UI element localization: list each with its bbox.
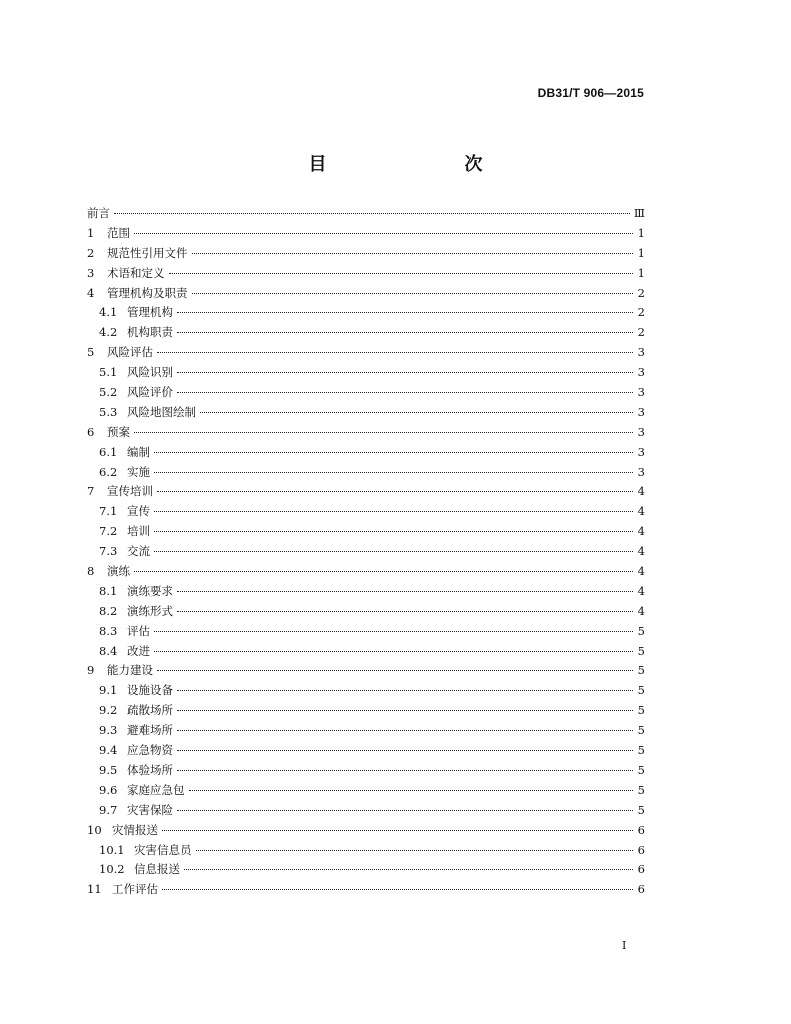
dot-leader (154, 651, 633, 652)
toc-subentry[interactable] (87, 802, 645, 822)
toc-entry-page: 4 (637, 544, 645, 559)
toc-entry-number: 9 (87, 663, 95, 678)
toc-entry-title: 交流 (127, 544, 150, 559)
toc-entry-page: 5 (637, 623, 645, 638)
dot-leader (196, 850, 634, 851)
toc-entry-number: 7.3 (99, 544, 118, 559)
toc-entry-page: 4 (637, 504, 645, 519)
toc-entry-page: Ⅲ (633, 206, 645, 220)
page-number: I (622, 939, 627, 952)
toc-entry-number: 7 (87, 484, 95, 499)
toc-subentry[interactable] (87, 762, 645, 782)
toc-entry-page: 5 (637, 782, 645, 797)
toc-entry-number: 9.1 (99, 683, 118, 698)
dot-leader (154, 472, 633, 473)
toc-entry-title: 风险识别 (127, 365, 173, 380)
toc-entry-title: 规范性引用文件 (107, 245, 188, 260)
toc-entry-title: 预案 (107, 424, 130, 439)
toc-entry-page: 4 (637, 564, 645, 579)
toc-entry-page: 2 (637, 285, 645, 300)
dot-leader (177, 611, 633, 612)
toc-entry-number: 11 (87, 882, 102, 897)
toc-entry-page: 1 (637, 265, 645, 280)
toc-entry-number: 8 (87, 564, 95, 579)
dot-leader (157, 670, 633, 671)
toc-entry-number: 5.3 (99, 404, 118, 419)
toc-entry-page: 4 (637, 583, 645, 598)
toc-subentry[interactable] (87, 364, 645, 384)
toc-entry[interactable] (87, 225, 645, 245)
toc-entry-number: 5 (87, 345, 95, 360)
toc-entry-title: 范围 (107, 225, 130, 240)
toc-entry-title: 演练 (107, 564, 130, 579)
toc-entry-number: 6.1 (99, 444, 118, 459)
toc-entry-number: 5.2 (99, 385, 118, 400)
toc-subentry[interactable] (87, 304, 645, 324)
toc-entry-page: 5 (637, 743, 645, 758)
toc-entry[interactable] (87, 424, 645, 444)
toc-entry-number: 10.2 (99, 862, 125, 877)
toc-entry-number: 9.2 (99, 703, 118, 718)
toc-entry-page: 6 (637, 882, 645, 897)
toc-entry-title: 避难场所 (127, 723, 173, 738)
toc-entry-title: 疏散场所 (127, 703, 173, 718)
toc-entry-number: 8.4 (99, 643, 118, 658)
toc-entry[interactable] (87, 881, 645, 901)
toc-subentry[interactable] (87, 842, 645, 862)
toc-entry-title: 家庭应急包 (127, 782, 185, 797)
toc-entry[interactable] (87, 245, 645, 265)
dot-leader (162, 830, 633, 831)
toc-entry-number: 6 (87, 424, 95, 439)
toc-title: 目 次 (308, 154, 517, 175)
toc-entry-page: 5 (637, 663, 645, 678)
dot-leader (177, 770, 633, 771)
toc-entry-page: 2 (637, 325, 645, 340)
dot-leader (177, 312, 633, 313)
toc-entry-title: 实施 (127, 464, 150, 479)
toc-entry-title: 评估 (127, 623, 150, 638)
toc-entry-title: 信息报送 (134, 862, 180, 877)
dot-leader (200, 412, 633, 413)
toc-subentry[interactable] (87, 682, 645, 702)
toc-subentry[interactable] (87, 583, 645, 603)
toc-entry-page: 3 (637, 345, 645, 360)
dot-leader (177, 710, 633, 711)
toc-entry[interactable] (87, 205, 645, 225)
toc-subentry[interactable] (87, 702, 645, 722)
toc-entry-number: 9.5 (99, 762, 118, 777)
toc-entry-title: 灾情报送 (112, 822, 158, 837)
toc-entry-page: 5 (637, 802, 645, 817)
toc-entry[interactable] (87, 662, 645, 682)
toc-entry-number: 4.2 (99, 325, 118, 340)
toc-entry-title: 机构职责 (127, 325, 173, 340)
toc-entry-number: 7.2 (99, 524, 118, 539)
toc-subentry[interactable] (87, 623, 645, 643)
toc-entry-number: 4 (87, 285, 95, 300)
dot-leader (154, 551, 633, 552)
dot-leader (177, 392, 633, 393)
toc-entry-page: 4 (637, 524, 645, 539)
dot-leader (157, 352, 633, 353)
toc-subentry[interactable] (87, 404, 645, 424)
dot-leader (177, 591, 633, 592)
dot-leader (189, 790, 634, 791)
toc-entry-title: 风险评价 (127, 385, 173, 400)
toc-entry-title: 前言 (87, 206, 110, 220)
dot-leader (177, 730, 633, 731)
toc-entry-page: 3 (637, 365, 645, 380)
toc-subentry[interactable] (87, 523, 645, 543)
toc-entry-page: 4 (637, 484, 645, 499)
toc-entry-number: 9.3 (99, 723, 118, 738)
dot-leader (192, 253, 634, 254)
toc-entry-title: 设施设备 (127, 683, 173, 698)
toc-entry-number: 10 (87, 822, 102, 837)
toc-entry-page: 2 (637, 305, 645, 320)
dot-leader (154, 511, 633, 512)
toc-entry-title: 工作评估 (112, 882, 158, 897)
dot-leader (154, 452, 633, 453)
toc-entry-title: 风险地图绘制 (127, 404, 196, 419)
toc-entry-title: 灾害信息员 (134, 842, 192, 857)
toc-entry-page: 3 (637, 404, 645, 419)
toc-entry-number: 3 (87, 265, 95, 280)
toc-entry-number: 6.2 (99, 464, 118, 479)
toc-entry[interactable] (87, 285, 645, 305)
toc-entry[interactable] (87, 483, 645, 503)
dot-leader (177, 810, 633, 811)
table-of-contents (87, 205, 645, 901)
toc-entry-page: 5 (637, 762, 645, 777)
toc-entry-title: 能力建设 (107, 663, 153, 678)
toc-entry-page: 1 (637, 225, 645, 240)
toc-entry-page: 6 (637, 842, 645, 857)
toc-entry-number: 8.1 (99, 583, 118, 598)
toc-subentry[interactable] (87, 384, 645, 404)
toc-entry-title: 宣传培训 (107, 484, 153, 499)
dot-leader (154, 531, 633, 532)
toc-entry-page: 1 (637, 245, 645, 260)
dot-leader (184, 869, 633, 870)
dot-leader (192, 293, 634, 294)
toc-entry[interactable] (87, 563, 645, 583)
toc-entry-number: 8.3 (99, 623, 118, 638)
toc-subentry[interactable] (87, 643, 645, 663)
dot-leader (134, 432, 633, 433)
toc-subentry[interactable] (87, 722, 645, 742)
toc-entry-page: 3 (637, 424, 645, 439)
toc-subentry[interactable] (87, 543, 645, 563)
toc-entry-page: 3 (637, 385, 645, 400)
toc-entry-number: 4.1 (99, 305, 118, 320)
dot-leader (162, 889, 633, 890)
toc-entry-title: 宣传 (127, 504, 150, 519)
standard-code: DB31/T 906—2015 (537, 86, 644, 100)
dot-leader (134, 233, 633, 234)
dot-leader (154, 631, 633, 632)
toc-subentry[interactable] (87, 503, 645, 523)
toc-entry-title: 体验场所 (127, 762, 173, 777)
toc-entry-page: 5 (637, 643, 645, 658)
toc-entry-title: 灾害保险 (127, 802, 173, 817)
dot-leader (177, 750, 633, 751)
dot-leader (177, 690, 633, 691)
toc-entry-number: 9.6 (99, 782, 118, 797)
toc-subentry[interactable] (87, 444, 645, 464)
toc-entry-page: 3 (637, 444, 645, 459)
toc-entry-title: 演练形式 (127, 603, 173, 618)
toc-entry-title: 改进 (127, 643, 150, 658)
dot-leader (177, 332, 633, 333)
dot-leader (114, 213, 630, 214)
toc-subentry[interactable] (87, 603, 645, 623)
toc-entry-page: 6 (637, 862, 645, 877)
dot-leader (134, 571, 633, 572)
toc-entry-page: 4 (637, 603, 645, 618)
toc-entry-title: 演练要求 (127, 583, 173, 598)
toc-entry-number: 2 (87, 245, 95, 260)
toc-entry-page: 5 (637, 703, 645, 718)
toc-entry[interactable] (87, 265, 645, 285)
toc-entry-page: 6 (637, 822, 645, 837)
toc-entry-title: 管理机构及职责 (107, 285, 188, 300)
toc-entry-title: 应急物资 (127, 743, 173, 758)
toc-entry-page: 5 (637, 723, 645, 738)
toc-subentry[interactable] (87, 464, 645, 484)
toc-entry-title: 培训 (127, 524, 150, 539)
toc-entry-number: 7.1 (99, 504, 118, 519)
toc-entry[interactable] (87, 344, 645, 364)
toc-entry-number: 10.1 (99, 842, 125, 857)
toc-entry-title: 术语和定义 (107, 265, 165, 280)
toc-entry-title: 编制 (127, 444, 150, 459)
toc-entry-number: 8.2 (99, 603, 118, 618)
toc-entry-title: 风险评估 (107, 345, 153, 360)
toc-entry-page: 5 (637, 683, 645, 698)
toc-subentry[interactable] (87, 861, 645, 881)
toc-subentry[interactable] (87, 742, 645, 762)
dot-leader (177, 372, 633, 373)
toc-entry-number: 1 (87, 225, 95, 240)
toc-entry-page: 3 (637, 464, 645, 479)
dot-leader (169, 273, 634, 274)
toc-subentry[interactable] (87, 782, 645, 802)
toc-entry-title: 管理机构 (127, 305, 173, 320)
toc-entry-number: 9.7 (99, 802, 118, 817)
toc-entry-number: 9.4 (99, 743, 118, 758)
toc-subentry[interactable] (87, 324, 645, 344)
toc-entry-number: 5.1 (99, 365, 118, 380)
toc-entry[interactable] (87, 822, 645, 842)
dot-leader (157, 491, 633, 492)
